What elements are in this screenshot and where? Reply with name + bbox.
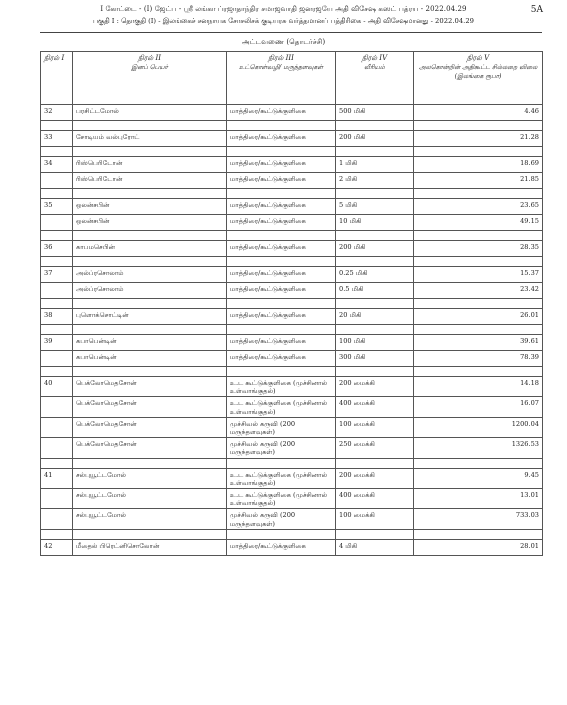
item-number-cell: 39: [41, 335, 73, 351]
gazette-header-subline: பகுதி I : தொகுதி (I) - இலங்கைச் சனநாயக சோசலிசக் குடியரசு வர்த்தமானப் பத்திரிகை - அதி விசேஷமானது - 2022.04.29: [93, 17, 474, 25]
generic-name-cell: அல்ப்ரசொலாம்: [73, 267, 227, 283]
spacer-cell: [336, 189, 414, 199]
table-row: [41, 173, 543, 189]
generic-name-cell: சல்புயூட்டமோல்: [73, 489, 227, 509]
spacer-cell: [227, 147, 336, 157]
table-row: [41, 351, 543, 367]
strength-cell: 200 மைக்கி: [336, 468, 414, 488]
spacer-row: [41, 121, 543, 131]
dosage-form-cell: மாத்திரை/கூட்டுக்குளிகை: [227, 283, 336, 299]
spacer-cell: [414, 257, 543, 267]
strength-cell: 300 மிகி: [336, 351, 414, 367]
item-number-cell: 40: [41, 377, 73, 397]
table-row: [41, 509, 543, 529]
strength-cell: 4 மிகி: [336, 539, 414, 555]
dosage-form-cell: மாத்திரை/கூட்டுக்குளிகை: [227, 131, 336, 147]
item-number-cell: 41: [41, 468, 73, 488]
table-row: [41, 157, 543, 173]
spacer-cell: [414, 147, 543, 157]
item-number-cell: 38: [41, 309, 73, 325]
max-retail-price-cell: 1200.04: [414, 417, 543, 437]
price-schedule-table: [40, 51, 543, 556]
item-number-cell: [41, 489, 73, 509]
item-number-cell: 32: [41, 105, 73, 121]
gazette-header-line: I கோட்டை - (I) ஜேட்ப - ஸ்ரீ லங்கா ப்ரஜாதாந்திர சமாஜவாதி ஜனரஜயே அதி விசேஷ கஸட் பத்ரய - 2022.04.29: [100, 5, 467, 13]
dosage-form-cell: மாத்திரை/கூட்டுக்குளிகை: [227, 105, 336, 121]
spacer-cell: [227, 325, 336, 335]
table-row: [41, 309, 543, 325]
strength-cell: 100 மைக்கி: [336, 417, 414, 437]
generic-name-cell: ரிஸ்பெரிடோன்: [73, 173, 227, 189]
spacer-cell: [41, 121, 73, 131]
strength-cell: 0.5 மிகி: [336, 283, 414, 299]
spacer-cell: [41, 299, 73, 309]
spacer-cell: [227, 231, 336, 241]
max-retail-price-cell: 49.15: [414, 215, 543, 231]
item-number-cell: 33: [41, 131, 73, 147]
item-number-cell: 34: [41, 157, 73, 173]
spacer-cell: [41, 529, 73, 539]
generic-name-cell: புளொக்சொட்டின்: [73, 309, 227, 325]
strength-cell: 5 மிகி: [336, 199, 414, 215]
strength-cell: 100 மைக்கி: [336, 509, 414, 529]
spacer-cell: [336, 367, 414, 377]
strength-cell: 20 மிகி: [336, 309, 414, 325]
col-5-header: நிரல் V அலகொன்றின் அதிகூட்ட சில்லறை விலை (இலங்கை ரூபா): [414, 52, 543, 105]
item-number-cell: [41, 283, 73, 299]
spacer-cell: [414, 121, 543, 131]
strength-cell: 400 மைக்கி: [336, 397, 414, 417]
item-number-cell: [41, 397, 73, 417]
spacer-cell: [73, 189, 227, 199]
item-number-cell: [41, 215, 73, 231]
col-4-header: நிரல் IV வீரியம்: [336, 52, 414, 105]
spacer-cell: [336, 231, 414, 241]
generic-name-cell: பெக்லோமெதசோன்: [73, 377, 227, 397]
table-row: [41, 283, 543, 299]
spacer-row: [41, 189, 543, 199]
spacer-row: [41, 147, 543, 157]
max-retail-price-cell: 28.35: [414, 241, 543, 257]
dosage-form-cell: மாத்திரை/கூட்டுக்குளிகை: [227, 241, 336, 257]
spacer-row: [41, 458, 543, 468]
spacer-cell: [414, 299, 543, 309]
strength-cell: 100 மிகி: [336, 335, 414, 351]
generic-name-cell: மீதைல் பிரெட்னிசொலோன்: [73, 539, 227, 555]
dosage-form-cell: முச்சிவல் கருவி (200 மருந்தளவுகள்): [227, 417, 336, 437]
table-row: [41, 241, 543, 257]
dosage-form-cell: உ.ட கூட்டுக்குளிகை (முச்சினால் உள்வாங்குதல்): [227, 468, 336, 488]
spacer-cell: [41, 458, 73, 468]
spacer-cell: [41, 325, 73, 335]
strength-cell: 400 மைக்கி: [336, 489, 414, 509]
max-retail-price-cell: 23.42: [414, 283, 543, 299]
max-retail-price-cell: 21.28: [414, 131, 543, 147]
spacer-cell: [73, 325, 227, 335]
generic-name-cell: கபாபென்டின்: [73, 351, 227, 367]
col-3-header: நிரல் III உட்கொள்வழி/ மருந்தளவுகள்: [227, 52, 336, 105]
table-row: [41, 105, 543, 121]
item-number-cell: 35: [41, 199, 73, 215]
item-number-cell: 36: [41, 241, 73, 257]
spacer-cell: [41, 367, 73, 377]
spacer-cell: [336, 299, 414, 309]
table-row: [41, 131, 543, 147]
max-retail-price-cell: 21.85: [414, 173, 543, 189]
item-number-cell: [41, 173, 73, 189]
table-row: [41, 215, 543, 231]
generic-name-cell: ஒலன்சபின்: [73, 199, 227, 215]
spacer-cell: [336, 147, 414, 157]
spacer-cell: [336, 325, 414, 335]
spacer-cell: [227, 367, 336, 377]
generic-name-cell: ஒலன்சபின்: [73, 215, 227, 231]
dosage-form-cell: உ.ட கூட்டுக்குளிகை (முச்சினால் உள்வாங்குதல்): [227, 489, 336, 509]
item-number-cell: 37: [41, 267, 73, 283]
table-row: [41, 489, 543, 509]
dosage-form-cell: முச்சிவல் கருவி (200 மருந்தளவுகள்): [227, 509, 336, 529]
strength-cell: 10 மிகி: [336, 215, 414, 231]
dosage-form-cell: மாத்திரை/கூட்டுக்குளிகை: [227, 309, 336, 325]
generic-name-cell: காபமசெபின்: [73, 241, 227, 257]
max-retail-price-cell: 39.61: [414, 335, 543, 351]
max-retail-price-cell: 26.01: [414, 309, 543, 325]
table-row: [41, 377, 543, 397]
strength-cell: 1 மிகி: [336, 157, 414, 173]
spacer-cell: [336, 121, 414, 131]
spacer-row: [41, 325, 543, 335]
generic-name-cell: ரிஸ்பெரிடோன்: [73, 157, 227, 173]
col-2-header: நிரல் II இனப் பெயர்: [73, 52, 227, 105]
spacer-cell: [227, 299, 336, 309]
table-row: [41, 267, 543, 283]
dosage-form-cell: மாத்திரை/கூட்டுக்குளிகை: [227, 267, 336, 283]
spacer-cell: [227, 529, 336, 539]
dosage-form-cell: மாத்திரை/கூட்டுக்குளிகை: [227, 351, 336, 367]
item-number-cell: [41, 438, 73, 458]
spacer-cell: [73, 299, 227, 309]
spacer-row: [41, 257, 543, 267]
item-number-cell: [41, 417, 73, 437]
max-retail-price-cell: 13.01: [414, 489, 543, 509]
strength-cell: 200 மிகி: [336, 131, 414, 147]
spacer-cell: [73, 231, 227, 241]
table-row: [41, 397, 543, 417]
dosage-form-cell: மாத்திரை/கூட்டுக்குளிகை: [227, 173, 336, 189]
generic-name-cell: கபாபென்டின்: [73, 335, 227, 351]
max-retail-price-cell: 28.01: [414, 539, 543, 555]
strength-cell: 500 மிகி: [336, 105, 414, 121]
table-row: [41, 539, 543, 555]
table-row: [41, 438, 543, 458]
spacer-row: [41, 367, 543, 377]
spacer-cell: [414, 231, 543, 241]
generic-name-cell: அல்ப்ரசொலாம்: [73, 283, 227, 299]
spacer-cell: [336, 458, 414, 468]
table-row: [41, 335, 543, 351]
max-retail-price-cell: 16.07: [414, 397, 543, 417]
max-retail-price-cell: 78.39: [414, 351, 543, 367]
strength-cell: 200 மைக்கி: [336, 377, 414, 397]
spacer-cell: [73, 257, 227, 267]
max-retail-price-cell: 4.46: [414, 105, 543, 121]
max-retail-price-cell: 15.37: [414, 267, 543, 283]
spacer-cell: [414, 367, 543, 377]
generic-name-cell: பரசிட்டமோல்: [73, 105, 227, 121]
max-retail-price-cell: 18.69: [414, 157, 543, 173]
spacer-cell: [414, 189, 543, 199]
generic-name-cell: சல்புயூட்டமோல்: [73, 509, 227, 529]
spacer-cell: [73, 458, 227, 468]
spacer-cell: [41, 189, 73, 199]
table-row: [41, 417, 543, 437]
strength-cell: 250 மைக்கி: [336, 438, 414, 458]
spacer-row: [41, 299, 543, 309]
spacer-cell: [336, 529, 414, 539]
max-retail-price-cell: 9.45: [414, 468, 543, 488]
spacer-cell: [41, 257, 73, 267]
dosage-form-cell: மாத்திரை/கூட்டுக்குளிகை: [227, 199, 336, 215]
item-number-cell: [41, 351, 73, 367]
spacer-cell: [41, 231, 73, 241]
generic-name-cell: சல்புயூட்டமோல்: [73, 468, 227, 488]
max-retail-price-cell: 14.18: [414, 377, 543, 397]
strength-cell: 200 மிகி: [336, 241, 414, 257]
spacer-cell: [336, 257, 414, 267]
spacer-cell: [414, 529, 543, 539]
spacer-row: [41, 529, 543, 539]
spacer-row: [41, 231, 543, 241]
spacer-cell: [227, 189, 336, 199]
dosage-form-cell: மாத்திரை/கூட்டுக்குளிகை: [227, 157, 336, 173]
spacer-cell: [227, 121, 336, 131]
schedule-continued-title: அட்டவணை (தொடர்ச்சி): [241, 37, 326, 46]
header-rule: [40, 32, 542, 33]
strength-cell: 2 மிகி: [336, 173, 414, 189]
page-number: 5A: [530, 5, 543, 15]
spacer-cell: [73, 147, 227, 157]
generic-name-cell: பெக்லோமெதசோன்: [73, 438, 227, 458]
spacer-cell: [73, 121, 227, 131]
max-retail-price-cell: 23.65: [414, 199, 543, 215]
dosage-form-cell: முச்சிவல் கருவி (200 மருந்தளவுகள்): [227, 438, 336, 458]
table-row: [41, 199, 543, 215]
generic-name-cell: சோடியம் வல்புரோட்: [73, 131, 227, 147]
spacer-cell: [414, 458, 543, 468]
item-number-cell: 42: [41, 539, 73, 555]
max-retail-price-cell: 1326.53: [414, 438, 543, 458]
generic-name-cell: பெக்லோமெதசோன்: [73, 397, 227, 417]
strength-cell: 0.25 மிகி: [336, 267, 414, 283]
dosage-form-cell: உ.ட கூட்டுக்குளிகை (முச்சினால் உள்வாங்குதல்): [227, 397, 336, 417]
dosage-form-cell: மாத்திரை/கூட்டுக்குளிகை: [227, 539, 336, 555]
spacer-cell: [73, 529, 227, 539]
col-1-header: நிரல் I: [41, 52, 73, 105]
spacer-cell: [227, 458, 336, 468]
item-number-cell: [41, 509, 73, 529]
spacer-cell: [414, 325, 543, 335]
spacer-cell: [73, 367, 227, 377]
dosage-form-cell: மாத்திரை/கூட்டுக்குளிகை: [227, 215, 336, 231]
generic-name-cell: பெக்லோமெதசோன்: [73, 417, 227, 437]
dosage-form-cell: உ.ட கூட்டுக்குளிகை (முச்சினால் உள்வாங்குதல்): [227, 377, 336, 397]
spacer-cell: [227, 257, 336, 267]
table-row: [41, 468, 543, 488]
dosage-form-cell: மாத்திரை/கூட்டுக்குளிகை: [227, 335, 336, 351]
spacer-cell: [41, 147, 73, 157]
max-retail-price-cell: 733.03: [414, 509, 543, 529]
